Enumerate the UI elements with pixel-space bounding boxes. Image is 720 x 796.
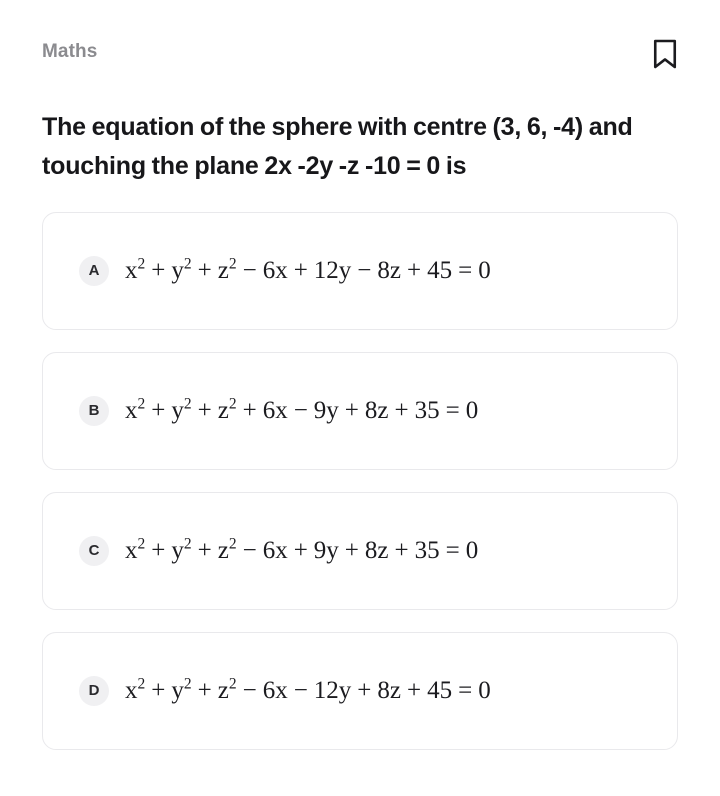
options-list: [42, 212, 678, 750]
subject-label: Maths: [42, 41, 98, 62]
option-d[interactable]: [42, 632, 678, 750]
option-b[interactable]: [42, 352, 678, 470]
page-header: [42, 0, 678, 84]
option-a-text: $x^2 + y^2 + z^2 - 6x + 12y - 8z + 45 = 0$: [125, 255, 491, 284]
bookmark-icon[interactable]: [652, 38, 678, 70]
option-b-text: $x^2 + y^2 + z^2 + 6x - 9y + 8z + 35 = 0$: [125, 395, 479, 424]
question-text: The equation of the sphere with centre (3, 6, -4) and touching the plane 2x -2y -z -10 = 0 is: [42, 113, 633, 180]
option-c-text: $x^2 + y^2 + z^2 - 6x + 9y + 8z + 35 = 0$: [125, 535, 479, 564]
option-a[interactable]: [42, 212, 678, 330]
option-c-badge: C: [79, 536, 109, 566]
option-b-badge: B: [79, 396, 109, 426]
option-c[interactable]: [42, 492, 678, 610]
option-a-badge: A: [79, 256, 109, 286]
option-d-text: $x^2 + y^2 + z^2 - 6x - 12y + 8z + 45 = 0$: [125, 675, 491, 704]
option-d-badge: D: [79, 676, 109, 706]
